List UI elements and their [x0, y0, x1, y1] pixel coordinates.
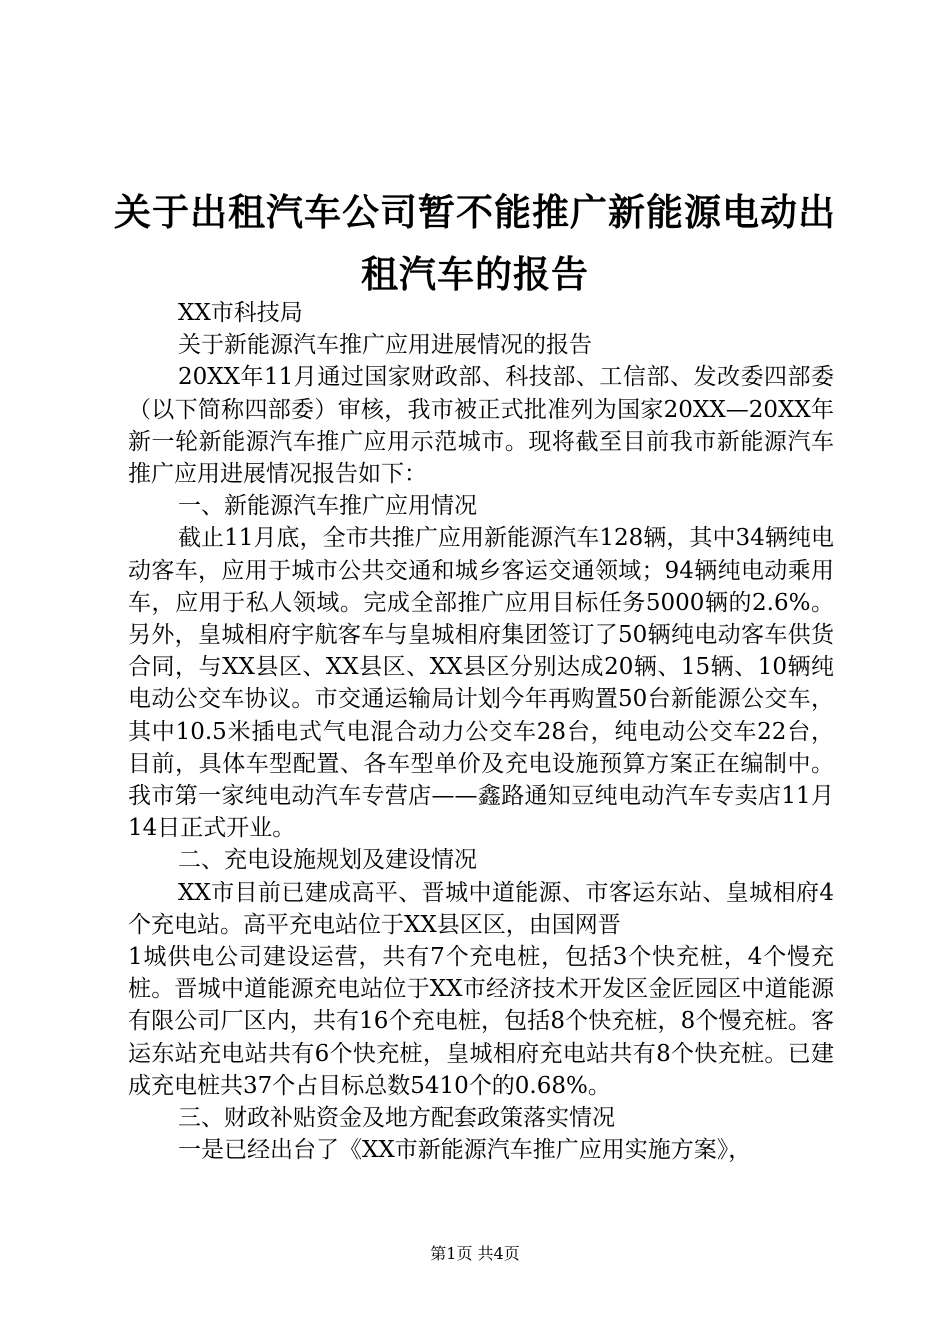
- intro-paragraph: 20XX年11月通过国家财政部、科技部、工信部、发改委四部委（以下简称四部委）审核，我市被正式批准列为国家20XX—20XX年新一轮新能源汽车推广应用示范城市。现将截至目前我市新能源汽车推广应用进展情况报告如下：: [128, 364, 834, 488]
- section-heading-2: 二、充电设施规划及建设情况: [178, 847, 477, 874]
- section-heading-1: 一、新能源汽车推广应用情况: [178, 493, 477, 520]
- section-2-paragraph: XX市目前已建成高平、晋城中道能源、市客运东站、皇城相府4个充电站。高平充电站位于XX县区区，由国网晋: [128, 879, 834, 938]
- report-subtitle: 关于新能源汽车推广应用进展情况的报告: [178, 332, 592, 359]
- page-footer: 第1页 共4页: [430, 1244, 520, 1263]
- section-heading-3: 三、财政补贴资金及地方配套政策落实情况: [178, 1105, 615, 1132]
- recipient-line: XX市科技局: [178, 300, 303, 326]
- section-3-paragraph: 一是已经出台了《XX市新能源汽车推广应用实施方案》，: [178, 1137, 752, 1164]
- section-1-paragraph: 截止11月底，全市共推广应用新能源汽车128辆，其中34辆纯电动客车，应用于城市公共交通和城乡客运交通领域；94辆纯电动乘用车，应用于私人领域。完成全部推广应用目标任务5000辆的2.6%。另外，皇城相府宇航客车与皇城相府集团签订了50辆纯电动客车供货合同，与XX县区、XX县区、XX县区分别达成20辆、15辆、10辆纯电动公交车协议。市交通运输局计划今年再购置50台新能源公交车，其中10.5米插电式气电混合动力公交车28台，纯电动公交车22台，目前，具体车型配置、各车型单价及充电设施预算方案正在编制中。我市第一家纯电动汽车专营店——鑫路通知豆纯电动汽车专卖店11月14日正式开业。: [128, 525, 834, 842]
- section-2-continuation: 1城供电公司建设运营，共有7个充电桩，包括3个快充桩，4个慢充桩。晋城中道能源充电站位于XX市经济技术开发区金匠园区中道能源有限公司厂区内，共有16个充电桩，包括8个快充桩，8个慢充桩。客运东站充电站共有6个快充桩，皇城相府充电站共有8个快充桩。已建成充电桩共37个占目标总数5410个的0.68%。: [128, 944, 834, 1099]
- document-body: [128, 297, 834, 1166]
- document-title: 关于出租汽车公司暂不能推广新能源电动出租汽车的报告: [114, 191, 836, 296]
